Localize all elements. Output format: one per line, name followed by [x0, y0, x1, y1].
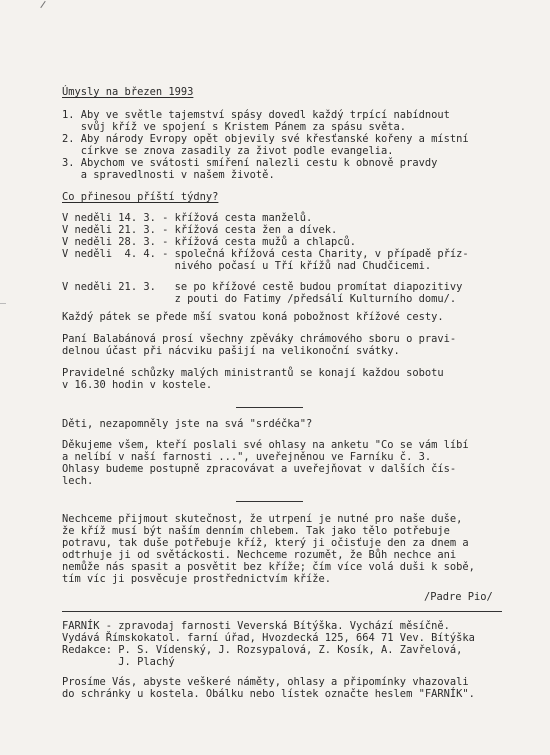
appeal-line: Prosíme Vás, abyste veškeré náměty, ohlasy a připomínky vhazovali [62, 676, 469, 688]
quote-line: odtrhuje ji od světáckosti. Nechceme rozumět, že Bůh nechce ani [62, 549, 457, 561]
imprint-line: Vydává Římskokatol. farní úřad, Hvozdecká 125, 664 71 Vev. Bítýška [62, 632, 475, 644]
schedule-line: V neděli 4. 4. - společná křížová cesta Charity, v případě příz- [62, 248, 469, 260]
ministrants-note: Pravidelné schůzky malých ministrantů se konají každou sobotu [62, 367, 444, 379]
intention-2-line-1: 2. Aby národy Evropy opět objevily své křesťanské kořeny a místní [62, 133, 469, 145]
pen-stroke-mark [40, 1, 45, 8]
page-fold-mark [0, 303, 6, 304]
intention-3-line-1: 3. Abychom ve svátosti smíření nalezli cestu k obnově pravdy [62, 157, 438, 169]
slides-line: V neděli 21. 3. se po křížové cestě budou promítat diapozitivy [62, 281, 463, 293]
friday-note: Každý pátek se přede mší svatou koná pobožnost křížové cesty. [62, 311, 444, 323]
ministrants-note: v 16.30 hodin v kostele. [62, 379, 213, 391]
imprint-line: Redakce: P. S. Vídenský, J. Rozsypalová, Z. Kosík, A. Zavřelová, [62, 644, 463, 656]
schedule-line: nivého počasí u Tří křížů nad Chudčicemi. [62, 260, 432, 272]
quote-author: /Padre Pio/ [424, 591, 493, 603]
survey-thanks: a nelíbí v naší farnosti ...", uveřejněnou ve Farníku č. 3. [62, 451, 432, 463]
coming-weeks-heading: Co přinesou příští týdny? [62, 191, 219, 203]
imprint-line: J. Plachý [62, 656, 175, 668]
imprint-line: FARNÍK - zpravodaj farnosti Veverská Bítýška. Vychází měsíčně. [62, 620, 450, 632]
section-divider [236, 407, 303, 408]
slides-line: z pouti do Fatimy /předsálí Kulturního domu/. [62, 293, 457, 305]
intention-1-line-2: svůj kříž ve spojení s Kristem Pánem za spásu světa. [62, 121, 407, 133]
choir-note: Paní Balabánová prosí všechny zpěváky chrámového sboru o pravi- [62, 333, 457, 345]
intentions-heading: Úmysly na březen 1993 [62, 86, 194, 98]
quote-line: nemůže nás spasit a posvětit bez kříže; čím více volá duši k sobě, [62, 561, 475, 573]
quote-line: že kříž musí být naším denním chlebem. Tak jako tělo potřebuje [62, 525, 450, 537]
survey-thanks: Ohlasy budeme postupně zpracovávat a uveřejňovat v dalších čís- [62, 463, 457, 475]
section-divider [236, 501, 303, 502]
appeal-line: do schránky u kostela. Obálku nebo lístek označte heslem "FARNÍK". [62, 688, 475, 700]
schedule-line: V neděli 14. 3. - křížová cesta manželů. [62, 212, 313, 224]
survey-thanks: lech. [62, 475, 94, 487]
intention-3-line-2: a spravedlnosti v našem životě. [62, 169, 275, 181]
choir-note: delnou účast při nácviku pašijí na velikonoční svátky. [62, 345, 400, 357]
intention-2-line-2: církve se znova zasadily za život podle evangelia. [62, 145, 394, 157]
schedule-line: V neděli 28. 3. - křížová cesta mužů a chlapců. [62, 236, 357, 248]
quote-line: tím víc ji posvěcuje prostřednictvím kříže. [62, 573, 331, 585]
schedule-line: V neděli 21. 3. - křížová cesta žen a dívek. [62, 224, 338, 236]
footer-divider [62, 611, 502, 612]
survey-thanks: Děkujeme všem, kteří poslali své ohlasy na anketu "Co se vám líbí [62, 439, 469, 451]
quote-line: Nechceme přijmout skutečnost, že utrpení je nutné pro naše duše, [62, 513, 463, 525]
children-question: Děti, nezapomněly jste na svá "srdéčka"? [62, 418, 313, 430]
quote-line: potravu, tak duše potřebuje kříž, který ji očisťuje den za dnem a [62, 537, 469, 549]
intention-1-line-1: 1. Aby ve světle tajemství spásy dovedl každý trpící nabídnout [62, 109, 450, 121]
